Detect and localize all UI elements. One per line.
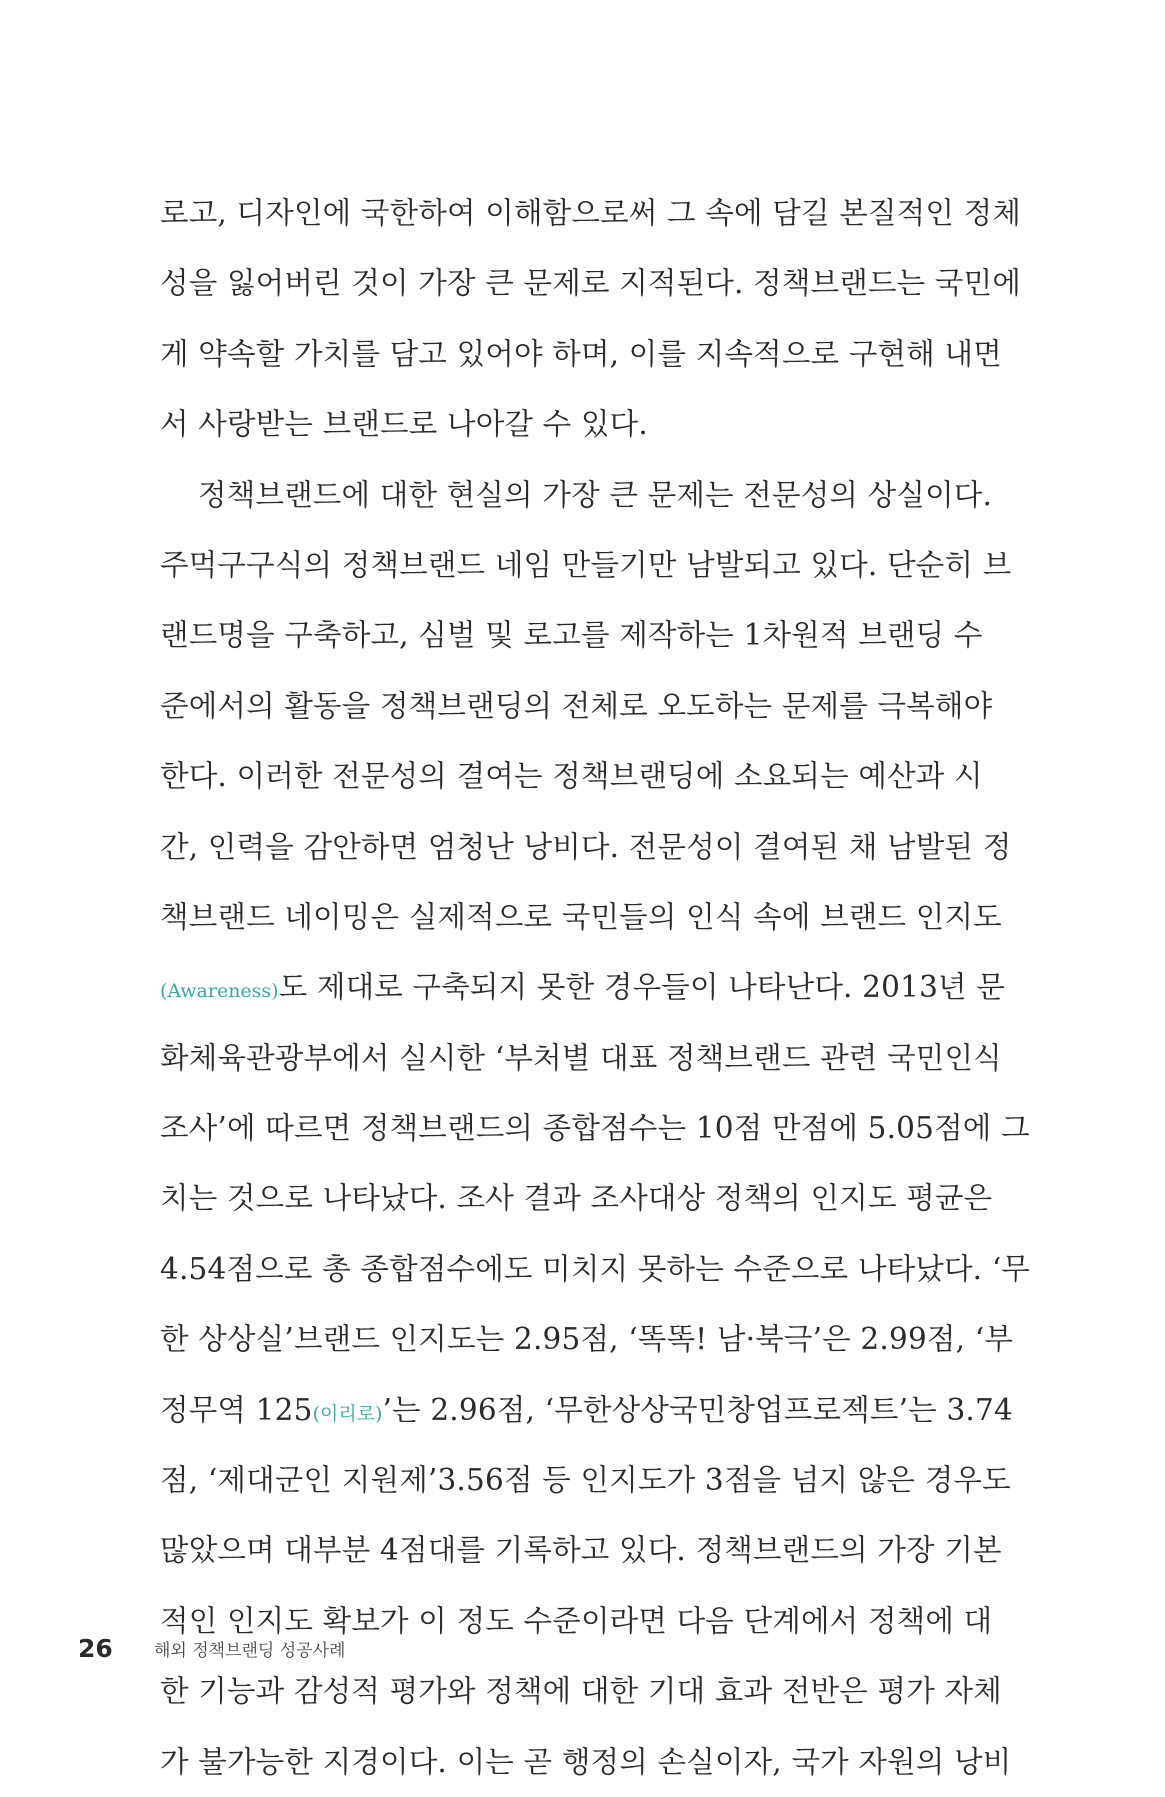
text-line: 적인 인지도 확보가 이 정도 수준이라면 다음 단계에서 정책에 대	[160, 1603, 993, 1638]
text-line: 점, ‘제대군인 지원제’3.56점 등 인지도가 3점을 넘지 않은 경우도	[160, 1463, 1011, 1498]
korean-gloss: (이리로)	[312, 1402, 383, 1425]
text-line: 주먹구구식의 정책브랜드 네임 만들기만 남발되고 있다. 단순히 브	[160, 547, 1012, 582]
text-line: 책브랜드 네이밍은 실제적으로 국민들의 인식 속에 브랜드 인지도	[160, 899, 1002, 934]
running-title: 해외 정책브랜딩 성공사례	[154, 1640, 346, 1661]
text-line: 조사’에 따르면 정책브랜드의 종합점수는 10점 만점에 5.05점에 그	[160, 1111, 1030, 1146]
body-text	[160, 178, 1031, 1797]
text-line: 4.54점으로 총 종합점수에도 미치지 못하는 수준으로 나타났다. ‘무	[160, 1251, 1031, 1286]
text-line: 로고, 디자인에 국한하여 이해함으로써 그 속에 담길 본질적인 정체	[160, 196, 1022, 230]
text-line: 간, 인력을 감안하면 엄청난 낭비다. 전문성이 결여된 채 남발된 정	[160, 829, 1012, 864]
text-line: 성을 잃어버린 것이 가장 큰 문제로 지적된다. 정책브랜드는 국민에	[160, 266, 1022, 301]
text-line: 게 약속할 가치를 담고 있어야 하며, 이를 지속적으로 구현해 내면	[160, 336, 1002, 371]
text-line: 한 기능과 감성적 평가와 정책에 대한 기대 효과 전반은 평가 자체	[160, 1674, 1002, 1709]
text-line: 랜드명을 구축하고, 심벌 및 로고를 제작하는 1차원적 브랜딩 수	[160, 618, 983, 653]
text-line	[160, 952, 1006, 1022]
text-line: 화체육관광부에서 실시한 ‘부처별 대표 정책브랜드 관련 국민인식	[160, 1040, 1002, 1075]
page-number: 26	[78, 1633, 113, 1663]
text-line: 준에서의 활동을 정책브랜딩의 전체로 오도하는 문제를 극복해야	[160, 688, 993, 723]
text-line: 가 불가능한 지경이다. 이는 곧 행정의 손실이자, 국가 자원의 낭비	[160, 1744, 1012, 1779]
text-segment: ’는 2.96점, ‘무한상상국민창업프로젝트’는 3.74	[382, 1392, 1013, 1427]
page-footer	[78, 1625, 345, 1671]
english-gloss: (Awareness)	[160, 980, 279, 1003]
text-line: 한다. 이러한 전문성의 결여는 정책브랜딩에 소요되는 예산과 시	[160, 759, 983, 794]
text-segment: 정무역 125	[160, 1392, 313, 1427]
text-segment: 도 제대로 구축되지 못한 경우들이 나타난다. 2013년 문	[278, 970, 1006, 1005]
text-line: 많았으며 대부분 4점대를 기록하고 있다. 정책브랜드의 가장 기본	[160, 1533, 1002, 1568]
text-line: 서 사랑받는 브랜드로 나아갈 수 있다.	[160, 407, 648, 442]
text-line: 한 상상실’브랜드 인지도는 2.95점, ‘똑똑! 남·북극’은 2.99점, ‘부	[160, 1322, 1014, 1357]
text-line	[160, 1375, 1013, 1445]
text-line: 정책브랜드에 대한 현실의 가장 큰 문제는 전문성의 상실이다.	[198, 477, 993, 512]
text-line: 치는 것으로 나타났다. 조사 결과 조사대상 정책의 인지도 평균은	[160, 1181, 993, 1216]
